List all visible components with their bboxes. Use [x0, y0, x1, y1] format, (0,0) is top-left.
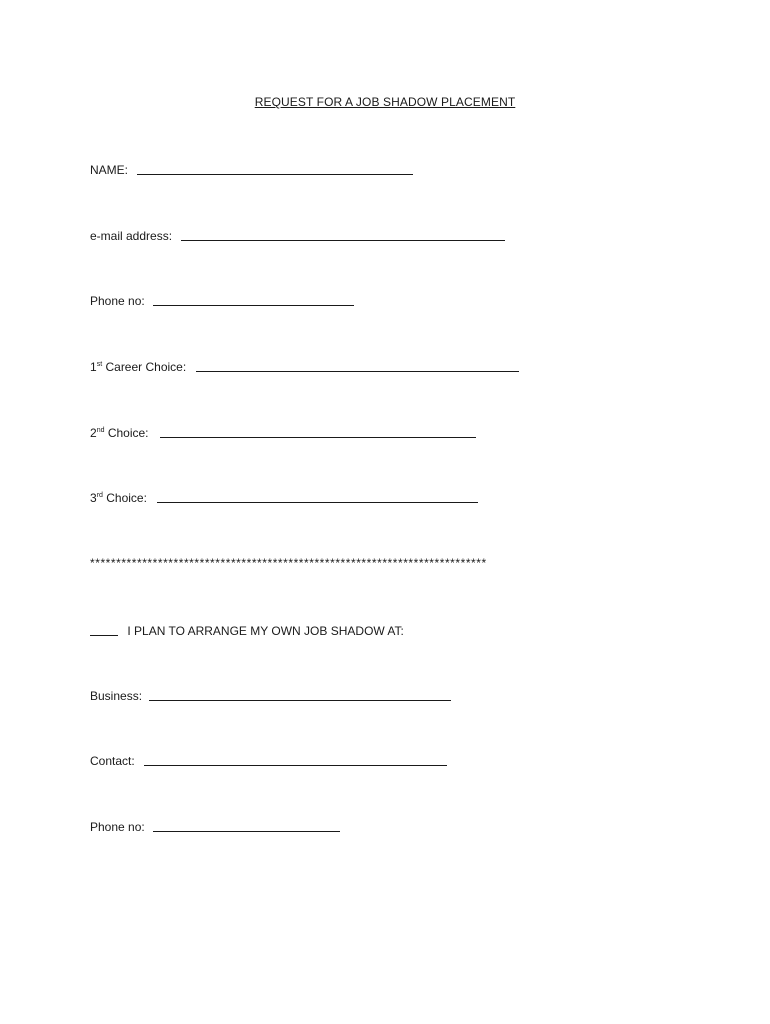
career-choice-1-blank-field[interactable] [196, 359, 519, 372]
contact-label: Contact: [90, 754, 135, 768]
contact-phone-label: Phone no: [90, 820, 145, 834]
career-choice-1-row [90, 358, 519, 375]
phone-label: Phone no: [90, 294, 145, 308]
contact-blank-field[interactable] [144, 753, 447, 766]
phone-blank-field[interactable] [153, 293, 354, 306]
own-arrangement-row [90, 622, 404, 639]
own-arrangement-label: I PLAN TO ARRANGE MY OWN JOB SHADOW AT: [127, 624, 404, 638]
email-row [90, 227, 505, 244]
name-blank-field[interactable] [137, 162, 413, 175]
contact-phone-row [90, 818, 340, 835]
career-choice-3-blank-field[interactable] [157, 490, 478, 503]
asterisk-separator: **************************************************************************** [90, 556, 487, 570]
business-label: Business: [90, 689, 143, 703]
business-blank-field[interactable] [149, 688, 451, 701]
business-row [90, 687, 451, 704]
name-row [90, 161, 413, 178]
career-choice-2-blank-field[interactable] [160, 425, 476, 438]
contact-phone-blank-field[interactable] [153, 819, 340, 832]
email-blank-field[interactable] [181, 228, 505, 241]
career-choice-1-label: 1st Career Choice: [90, 360, 187, 374]
own-arrangement-checkbox-blank[interactable] [90, 623, 118, 636]
career-choice-3-label: 3rd Choice: [90, 491, 147, 505]
contact-row [90, 752, 447, 769]
career-choice-2-row [90, 424, 476, 441]
document-title: REQUEST FOR A JOB SHADOW PLACEMENT [254, 95, 516, 109]
career-choice-3-row [90, 489, 478, 506]
name-label: NAME: [90, 163, 129, 177]
email-label: e-mail address: [90, 229, 173, 243]
phone-row [90, 292, 354, 309]
career-choice-2-label: 2nd Choice: [90, 426, 149, 440]
